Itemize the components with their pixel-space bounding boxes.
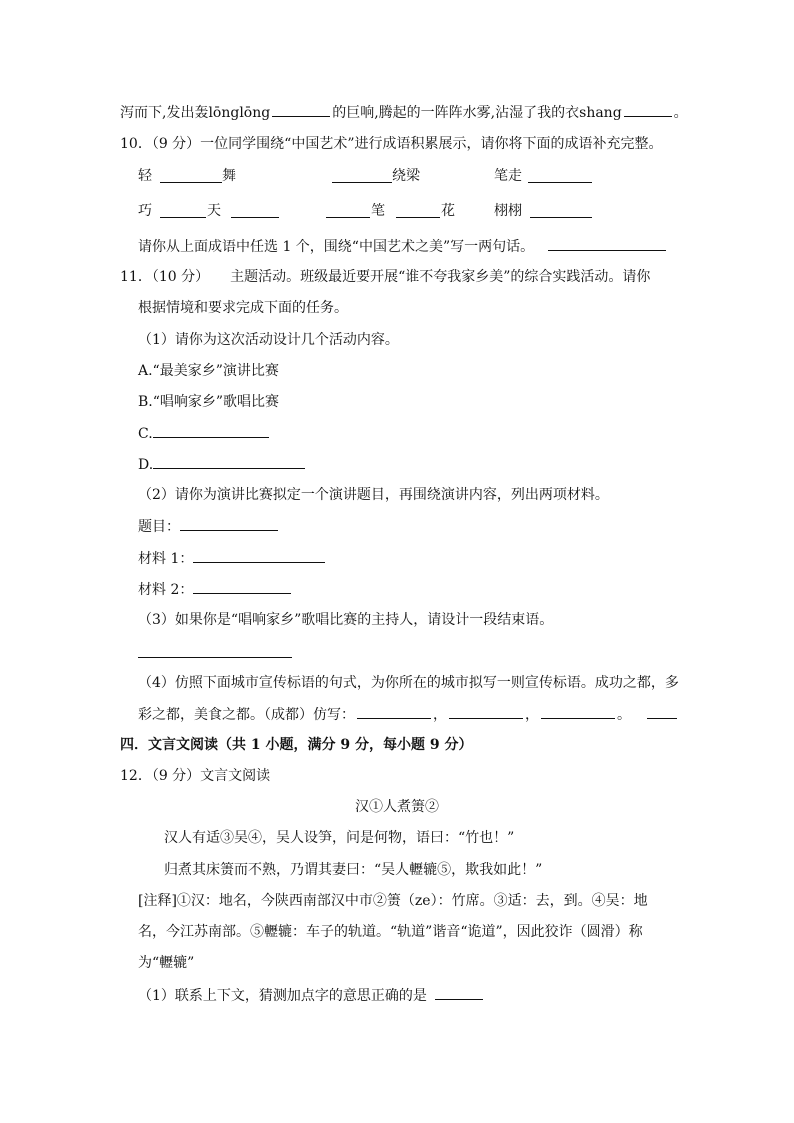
slogan-blank-3[interactable] (541, 704, 615, 719)
q11-option-a: A.“最美家乡”演讲比赛 (138, 363, 279, 379)
q11-part-3: （3）如果你是“唱响家乡”歌唱比赛的主持人，请设计一段结束语。 (138, 612, 554, 628)
option-c-label: C. (138, 426, 153, 442)
slogan-period: 。 (617, 707, 631, 723)
idiom-5-blank-a[interactable] (326, 203, 370, 218)
passage-text-b: 的巨响,腾起的一阵阵水雾,沾湿了我的衣shang (332, 105, 622, 121)
section-4-heading: 四．文言文阅读（共 1 小题，满分 9 分，每小题 9 分） (120, 737, 473, 753)
idiom-5-end: 花 (441, 203, 455, 219)
q12-sub-1-text: （1）联系上下文，猜测加点字的意思正确的是 (138, 988, 427, 1004)
slogan-blank-1[interactable] (357, 704, 431, 719)
q12-sub-1 (138, 985, 485, 1006)
slogan-comma-1: ， (433, 707, 447, 723)
q11-part-3-blank[interactable] (138, 643, 292, 658)
q11-part-4a: （4）仿照下面城市宣传标语的句式，为你所在的城市拟写一则宣传标语。成功之都，多 (138, 675, 679, 691)
material-1-blank[interactable] (193, 548, 325, 563)
q11-part-1: （1）请你为这次活动设计几个活动内容。 (138, 332, 399, 348)
q11-option-c (138, 423, 269, 444)
material-2-blank[interactable] (193, 579, 291, 594)
q12-text-line-2: 归煮其床箦而不熟，乃谓其妻曰：“吴人轣辘⑤，欺我如此！” (164, 862, 543, 878)
idiom-4-blank-b[interactable] (231, 203, 279, 218)
idiom-3-blank[interactable] (528, 168, 592, 183)
option-d-blank[interactable] (153, 454, 305, 469)
q10-prompt-text: 请你从上面成语中任选 1 个，围绕“中国艺术之美”写一两句话。 (138, 239, 535, 255)
material-2-label: 材料 2： (138, 582, 194, 598)
q11-material-2 (138, 579, 291, 600)
idiom-6-blank[interactable] (530, 203, 592, 218)
idiom-1-char: 轻 (138, 168, 152, 184)
q11-part-2: （2）请你为演讲比赛拟定一个演讲题目，再围绕演讲内容，列出两项材料。 (138, 487, 609, 503)
passage-text-c: 。 (673, 105, 688, 121)
title-label: 题目： (138, 519, 180, 535)
q10-idiom-row-2 (0, 201, 794, 221)
material-1-label: 材料 1： (138, 551, 194, 567)
q11-part-4b (138, 704, 679, 725)
q11-header: 11．（10 分） 主题活动。班级最近要开展“谁不夸我家乡美”的综合实践活动。请你 (120, 269, 651, 285)
passage-text-a: 泻而下,发出轰lōnglōng (120, 105, 271, 121)
q12-text-line-1: 汉人有适③吴④，吴人设笋，问是何物，语曰：“竹也！” (164, 830, 515, 846)
q12-note-1: [注释]①汉：地名，今陕西南部汉中市②箦（ze）：竹席。③适：去，到。④吴：地 (138, 893, 648, 909)
part-4b-text: 彩之都，美食之都。（成都）仿写： (138, 707, 355, 723)
q12-note-3: 为“轣辘” (138, 955, 195, 971)
idiom-5-mid: 笔 (371, 203, 385, 219)
q10-prompt-blank[interactable] (548, 236, 666, 251)
q12-header: 12．（9 分）文言文阅读 (120, 768, 271, 784)
q11-material-1 (138, 548, 325, 569)
idiom-3-start: 笔走 (494, 168, 522, 184)
q10-prompt (138, 236, 668, 257)
q11-option-d (138, 454, 305, 475)
idiom-6-start: 栩栩 (494, 203, 522, 219)
idiom-4-char: 巧 (138, 203, 152, 219)
blank-shang[interactable] (624, 102, 672, 117)
q12-sub-1-blank[interactable] (435, 985, 483, 1000)
idiom-4-blank-a[interactable] (160, 203, 206, 218)
slogan-comma-2: ， (525, 707, 539, 723)
q11-title-field (138, 516, 278, 537)
option-d-label: D. (138, 457, 154, 473)
q12-title: 汉①人煮箦② (355, 799, 439, 815)
idiom-1-end: 舞 (222, 168, 236, 184)
idiom-2-end: 绕梁 (392, 168, 420, 184)
q11-option-b: B.“唱响家乡”歌唱比赛 (138, 394, 280, 410)
title-blank[interactable] (180, 516, 278, 531)
q10-header: 10．（9 分）一位同学围绕“中国艺术”进行成语积累展示，请你将下面的成语补充完整。 (120, 136, 663, 152)
q11-header-2: 根据情境和要求完成下面的任务。 (138, 300, 348, 316)
slogan-blank-2[interactable] (449, 704, 523, 719)
q11-score-blank[interactable] (647, 704, 677, 719)
idiom-2-blank[interactable] (332, 168, 392, 183)
idiom-4-mid: 天 (207, 203, 221, 219)
blank-longlong[interactable] (272, 102, 330, 117)
q12-note-2: 名，今江苏南部。⑤轣辘：车子的轨道。“轨道”谐音“诡道”，因此狡诈（圆滑）称 (138, 924, 643, 940)
q10-idiom-row-1 (0, 166, 794, 186)
idiom-1-blank[interactable] (160, 168, 222, 183)
idiom-5-blank-b[interactable] (396, 203, 440, 218)
option-c-blank[interactable] (153, 423, 269, 438)
passage-continuation (120, 102, 688, 123)
